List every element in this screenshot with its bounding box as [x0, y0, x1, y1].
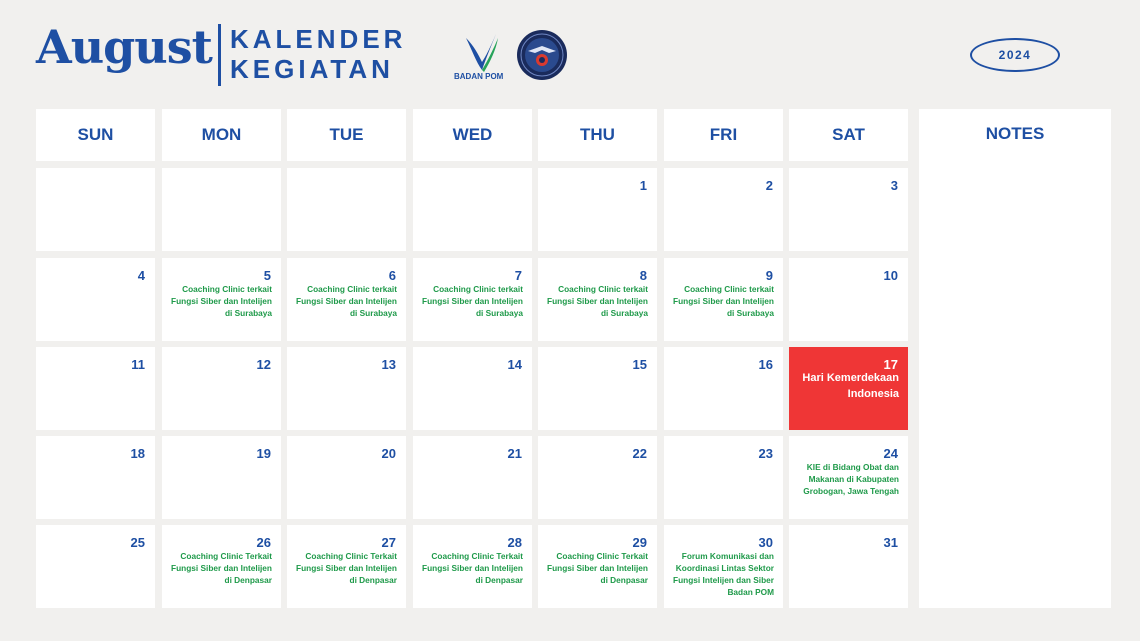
- day-cell-4[interactable]: [36, 258, 155, 341]
- weekday-header-thu: THU: [538, 109, 657, 161]
- day-cell-28[interactable]: [413, 525, 532, 608]
- day-number: 14: [507, 357, 522, 372]
- day-number: 23: [758, 446, 773, 461]
- day-cell-23[interactable]: [664, 436, 783, 519]
- day-number: 12: [256, 357, 271, 372]
- day-number: 1: [639, 178, 647, 193]
- day-cell-15[interactable]: [538, 347, 657, 430]
- day-number: 19: [256, 446, 271, 461]
- event-text: Coaching Clinic terkait Fungsi Siber dan Intelijen di Surabaya: [296, 284, 397, 318]
- empty-day-cell[interactable]: [162, 168, 281, 251]
- notes-title: NOTES: [985, 124, 1045, 143]
- day-number: 7: [514, 268, 522, 283]
- day-cell-27[interactable]: [287, 525, 406, 608]
- day-cell-14[interactable]: [413, 347, 532, 430]
- day-cell-7[interactable]: [413, 258, 532, 341]
- heading-line-2: KEGIATAN: [230, 54, 394, 84]
- day-number: 31: [883, 535, 898, 550]
- day-number: 13: [381, 357, 396, 372]
- day-cell-21[interactable]: [413, 436, 532, 519]
- day-cell-20[interactable]: [287, 436, 406, 519]
- event-text: Coaching Clinic terkait Fungsi Siber dan Intelijen di Surabaya: [547, 284, 648, 318]
- day-number: 22: [632, 446, 647, 461]
- day-cell-30[interactable]: [664, 525, 783, 608]
- day-number: 10: [883, 268, 898, 283]
- agency-seal-icon: [516, 29, 568, 81]
- heading-line-1: KALENDER: [230, 24, 407, 54]
- day-number: 9: [765, 268, 773, 283]
- day-cell-5[interactable]: [162, 258, 281, 341]
- day-cell-6[interactable]: [287, 258, 406, 341]
- day-number: 30: [758, 535, 773, 550]
- day-number: 25: [130, 535, 145, 550]
- day-cell-11[interactable]: [36, 347, 155, 430]
- day-cell-22[interactable]: [538, 436, 657, 519]
- day-cell-29[interactable]: [538, 525, 657, 608]
- day-number: 18: [130, 446, 145, 461]
- day-cell-12[interactable]: [162, 347, 281, 430]
- day-number: 4: [137, 268, 145, 283]
- day-number: 16: [758, 357, 773, 372]
- day-cell-1[interactable]: [538, 168, 657, 251]
- day-cell-19[interactable]: [162, 436, 281, 519]
- day-number: 11: [131, 357, 145, 372]
- calendar-heading: [230, 24, 406, 84]
- day-cell-16[interactable]: [664, 347, 783, 430]
- day-number: 20: [381, 446, 396, 461]
- empty-day-cell[interactable]: [36, 168, 155, 251]
- holiday-label: Hari Kemerdekaan Indonesia: [802, 372, 899, 400]
- day-cell-31[interactable]: [789, 525, 908, 608]
- year-badge: 2024: [970, 38, 1060, 72]
- weekday-header-mon: MON: [162, 109, 281, 161]
- day-cell-3[interactable]: [789, 168, 908, 251]
- weekday-header-sat: SAT: [789, 109, 908, 161]
- day-cell-25[interactable]: [36, 525, 155, 608]
- notes-panel[interactable]: [919, 109, 1111, 608]
- day-number: 5: [263, 268, 271, 283]
- event-text: Coaching Clinic Terkait Fungsi Siber dan Intelijen di Denpasar: [296, 551, 397, 585]
- event-text: Coaching Clinic Terkait Fungsi Siber dan Intelijen di Denpasar: [171, 551, 272, 585]
- day-cell-10[interactable]: [789, 258, 908, 341]
- event-text: Forum Komunikasi dan Koordinasi Lintas Sektor Fungsi Intelijen dan Siber Badan POM: [673, 551, 774, 597]
- header-divider: [218, 24, 221, 86]
- day-cell-13[interactable]: [287, 347, 406, 430]
- day-number: 6: [388, 268, 396, 283]
- day-cell-9[interactable]: [664, 258, 783, 341]
- day-number: 27: [381, 535, 396, 550]
- day-cell-2[interactable]: [664, 168, 783, 251]
- weekday-header-tue: TUE: [287, 109, 406, 161]
- event-text: Coaching Clinic terkait Fungsi Siber dan Intelijen di Surabaya: [422, 284, 523, 318]
- day-number: 3: [890, 178, 898, 193]
- event-text: Coaching Clinic Terkait Fungsi Siber dan Intelijen di Denpasar: [547, 551, 648, 585]
- event-text: Coaching Clinic Terkait Fungsi Siber dan Intelijen di Denpasar: [422, 551, 523, 585]
- empty-day-cell[interactable]: [413, 168, 532, 251]
- day-number: 29: [632, 535, 647, 550]
- weekday-header-sun: SUN: [36, 109, 155, 161]
- weekday-header-fri: FRI: [664, 109, 783, 161]
- event-text: Coaching Clinic terkait Fungsi Siber dan Intelijen di Surabaya: [673, 284, 774, 318]
- empty-day-cell[interactable]: [287, 168, 406, 251]
- day-number: 8: [639, 268, 647, 283]
- day-number: 28: [507, 535, 522, 550]
- day-cell-18[interactable]: [36, 436, 155, 519]
- month-title: August: [36, 20, 212, 74]
- event-text: KIE di Bidang Obat dan Makanan di Kabupaten Grobogan, Jawa Tengah: [803, 462, 899, 496]
- day-number: 24: [883, 446, 898, 461]
- day-cell-26[interactable]: [162, 525, 281, 608]
- day-number: 15: [632, 357, 647, 372]
- day-cell-24[interactable]: [789, 436, 908, 519]
- weekday-header-wed: WED: [413, 109, 532, 161]
- day-number: 2: [765, 178, 773, 193]
- day-number: 17: [883, 357, 898, 372]
- badan-pom-logo-text: BADAN POM: [454, 72, 504, 81]
- day-number: 26: [256, 535, 271, 550]
- day-cell-17[interactable]: [789, 347, 908, 430]
- day-cell-8[interactable]: [538, 258, 657, 341]
- day-number: 21: [507, 446, 522, 461]
- event-text: Coaching Clinic terkait Fungsi Siber dan Intelijen di Surabaya: [171, 284, 272, 318]
